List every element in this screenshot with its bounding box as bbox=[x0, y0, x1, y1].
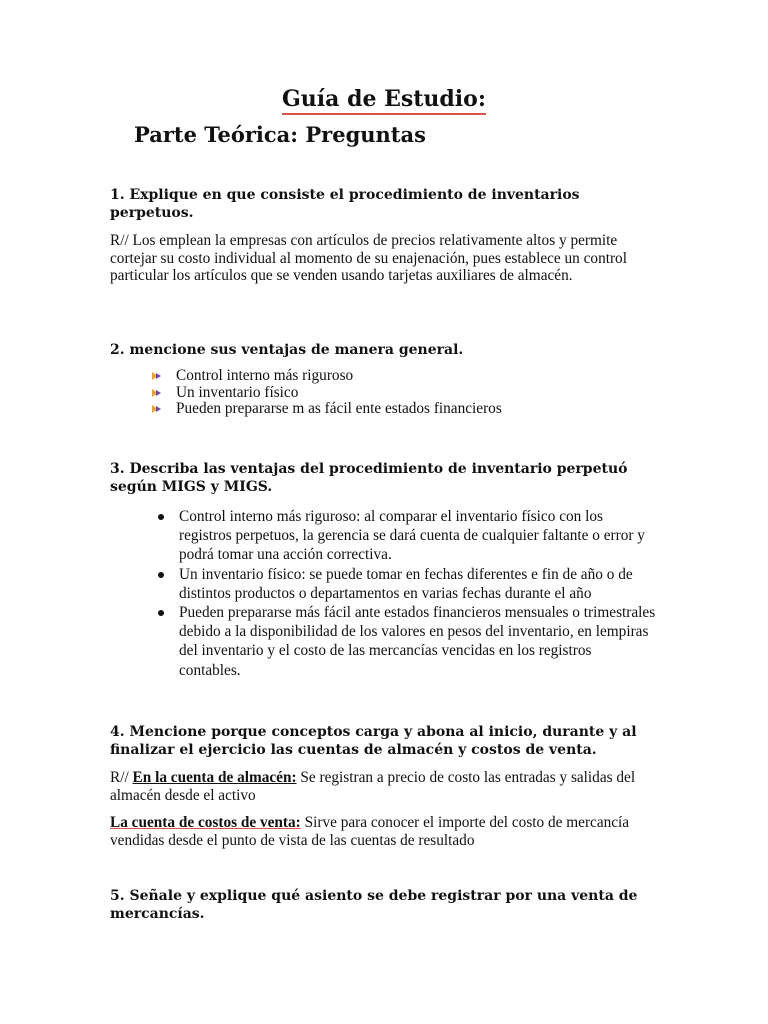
question-4: 4. Mencione porque conceptos carga y abona al inicio, durante y al finalizar el ejercicio las cuentas de almacén y costos de venta. bbox=[110, 724, 637, 758]
question-2: 2. mencione sus ventajas de manera general. bbox=[110, 342, 464, 358]
arrow-bullet-icon bbox=[152, 388, 162, 398]
question-1: 1. Explique en que consiste el procedimiento de inventarios perpetuos. bbox=[110, 187, 580, 221]
perpetual-advantages-list bbox=[156, 507, 656, 680]
list-item: Control interno más riguroso bbox=[152, 368, 502, 385]
page-subtitle: Parte Teórica: Preguntas bbox=[134, 122, 426, 147]
advantages-list bbox=[152, 368, 502, 418]
bullet-icon bbox=[158, 572, 164, 578]
arrow-bullet-icon bbox=[152, 404, 162, 414]
answer-4-almacen: R// En la cuenta de almacén: Se registran a precio de costo las entradas y salidas del almacén desde el activo bbox=[110, 769, 636, 804]
almacen-label: En la cuenta de almacén: bbox=[132, 769, 297, 786]
costos-label: La cuenta de costos de venta: bbox=[110, 814, 301, 831]
answer-1: R// Los emplean la empresas con artículos de precios relativamente altos y permite cortejar su costo individual al momento de su enajenación, pues establece un control particular los artículos que se venden usando tarjetas auxiliares de almacén. bbox=[110, 232, 627, 284]
question-5: 5. Señale y explique qué asiento se debe registrar por una venta de mercancías. bbox=[110, 888, 638, 922]
list-item: Un inventario físico bbox=[152, 385, 502, 402]
arrow-bullet-icon bbox=[152, 371, 162, 381]
page-title-text: Guía de Estudio: bbox=[282, 86, 486, 115]
list-item: Control interno más riguroso: al comparar el inventario físico con los registros perpetuos, la gerencia se dará cuenta de cualquier faltante o error y podrá tomar una acción correctiva. bbox=[156, 507, 656, 565]
list-item: Pueden prepararse más fácil ante estados financieros mensuales o trimestrales debido a la disponibilidad de los valores en pesos del inventario, en lempiras del inventario y el costo de las mercancías vencidas en los registros contables. bbox=[156, 603, 656, 680]
bullet-icon bbox=[158, 514, 164, 520]
question-3: 3. Describa las ventajas del procedimiento de inventario perpetuó según MIGS y MIGS. bbox=[110, 461, 628, 495]
page-title bbox=[0, 86, 768, 112]
list-item: Un inventario físico: se puede tomar en fechas diferentes e fin de año o de distintos productos o departamentos en varias fechas durante el año bbox=[156, 565, 656, 603]
list-item: Pueden prepararse m as fácil ente estados financieros bbox=[152, 401, 502, 418]
answer-4-costos: La cuenta de costos de venta: Sirve para conocer el importe del costo de mercancía vendidas desde el punto de vista de las cuentas de resultado bbox=[110, 814, 630, 849]
bullet-icon bbox=[158, 610, 164, 616]
